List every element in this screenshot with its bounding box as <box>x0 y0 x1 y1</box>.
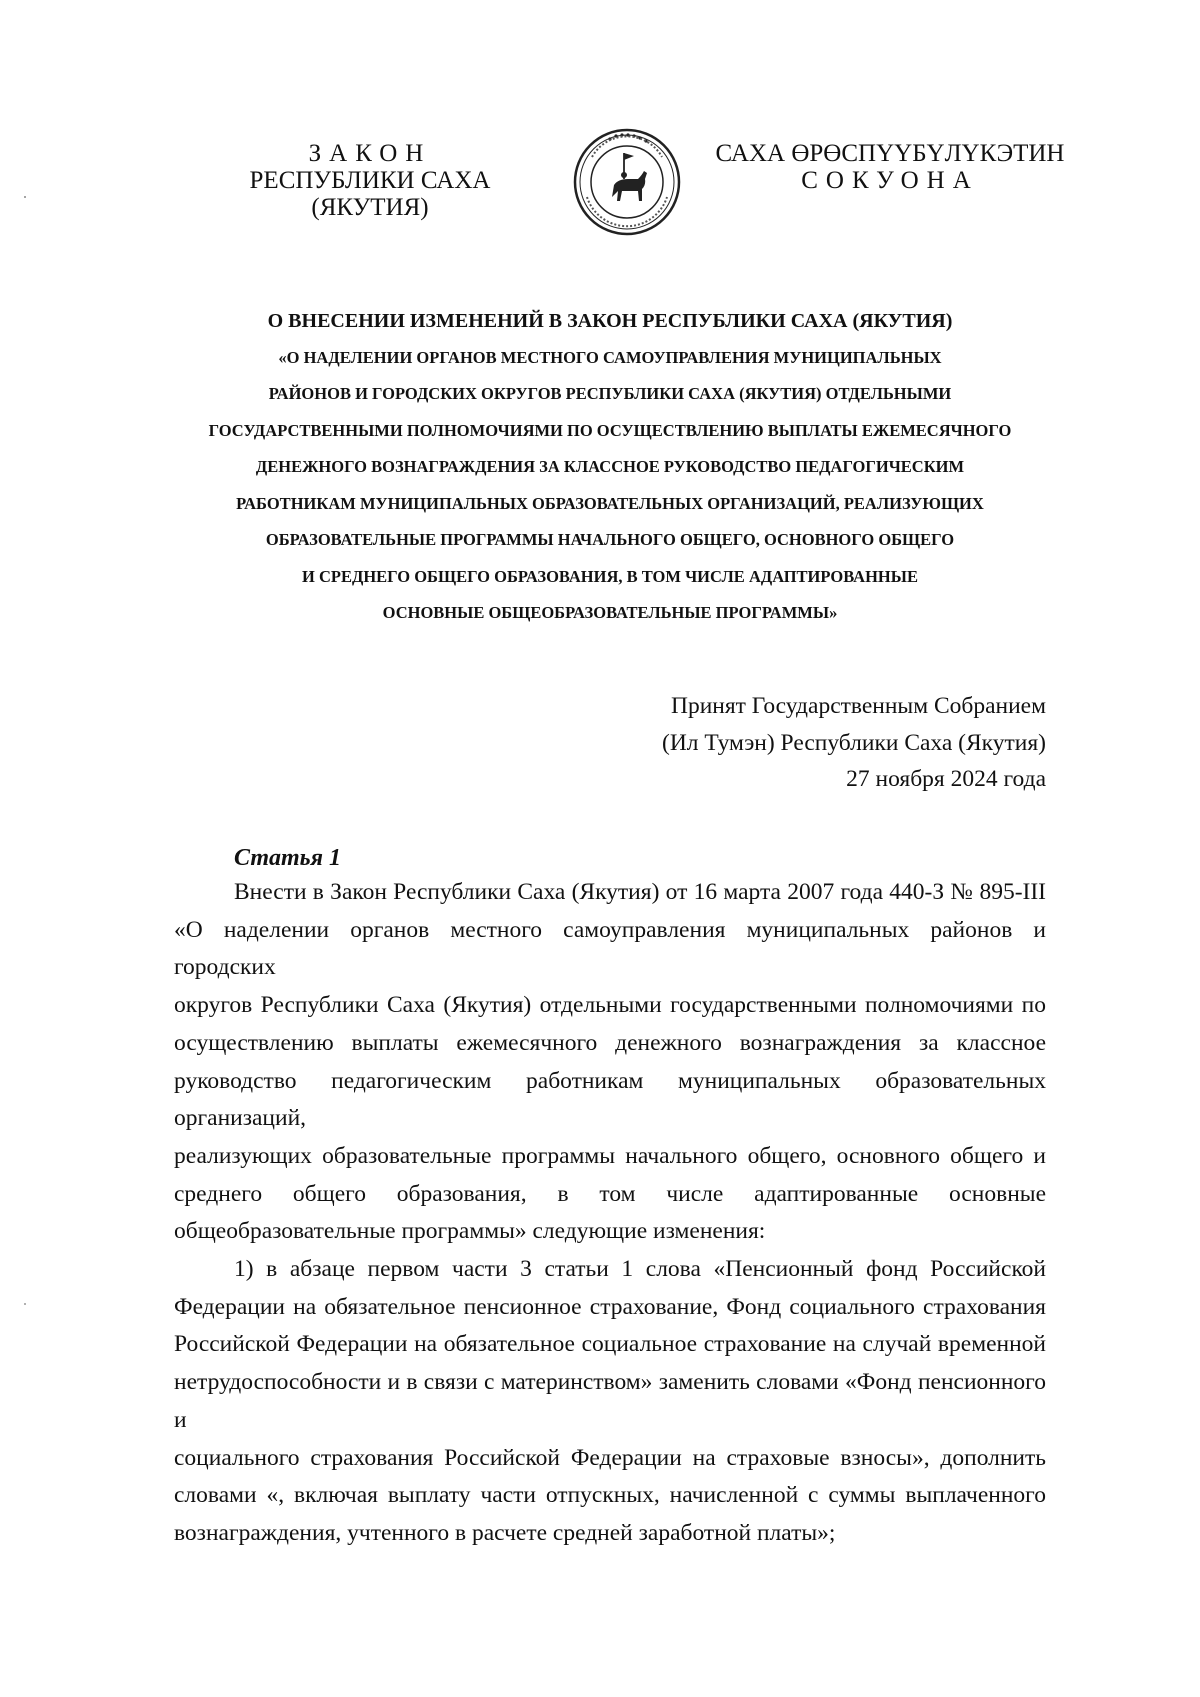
title-line: И СРЕДНЕГО ОБЩЕГО ОБРАЗОВАНИЯ, В ТОМ ЧИСЛЕ АДАПТИРОВАННЫЕ <box>302 566 918 586</box>
title-line: О ВНЕСЕНИИ ИЗМЕНЕНИЙ В ЗАКОН РЕСПУБЛИКИ САХА (ЯКУТИЯ) <box>267 310 953 332</box>
title-line: «О НАДЕЛЕНИИ ОРГАНОВ МЕСТНОГО САМОУПРАВЛЕНИЯ МУНИЦИПАЛЬНЫХ <box>278 347 942 367</box>
article-heading: Статья 1 <box>234 845 342 871</box>
paragraph-line: руководство педагогическим работникам муниципальных образовательных организаций, <box>174 1067 1046 1132</box>
paragraph-line: реализующих образовательные программы начального общего, основного общего и <box>174 1142 1046 1169</box>
adopted-body: (Ил Тумэн) Республики Саха (Якутия) <box>662 729 1046 756</box>
article-body <box>174 874 1046 1553</box>
title-line: РАЙОНОВ И ГОРОДСКИХ ОКРУГОВ РЕСПУБЛИКИ САХА (ЯКУТИЯ) ОТДЕЛЬНЫМИ <box>268 384 952 403</box>
paragraph-line: Внести в Закон Республики Саха (Якутия) от 16 марта 2007 года 440-З № 895-III <box>234 879 1046 905</box>
paragraph-line: «О наделении органов местного самоуправления муниципальных районов и городских <box>174 916 1046 981</box>
paragraph-line: Российской Федерации на обязательное социальное страхование на случай временной <box>174 1331 1046 1358</box>
sakha-coat-of-arms-emblem-icon <box>572 127 682 237</box>
law-title <box>150 303 1070 632</box>
republic-name-ru: РЕСПУБЛИКИ САХА (ЯКУТИЯ) <box>249 167 491 221</box>
scan-speck <box>24 196 26 198</box>
paragraph-line: округов Республики Саха (Якутия) отдельными государственными полномочиями по <box>174 992 1046 1019</box>
scan-speck <box>24 1303 26 1305</box>
adopted-by: Принят Государственным Собранием <box>670 693 1046 719</box>
law-label-ru: ЗАКОН <box>308 140 432 167</box>
adoption-info <box>560 688 1046 798</box>
paragraph-line: социального страхования Российской Федерации на страховые взносы», дополнить <box>174 1444 1046 1471</box>
law-label-sah: СОКУОНА <box>801 167 979 194</box>
paragraph-line: Федерации на обязательное пенсионное страхование, Фонд социального страхования <box>174 1293 1046 1320</box>
title-line: ОБРАЗОВАТЕЛЬНЫЕ ПРОГРАММЫ НАЧАЛЬНОГО ОБЩЕГО, ОСНОВНОГО ОБЩЕГО <box>265 530 955 549</box>
title-line: РАБОТНИКАМ МУНИЦИПАЛЬНЫХ ОБРАЗОВАТЕЛЬНЫХ ОРГАНИЗАЦИЙ, РЕАЛИЗУЮЩИХ <box>236 493 984 513</box>
adoption-date: 27 ноября 2024 года <box>846 766 1046 792</box>
paragraph-line: осуществлению выплаты ежемесячного денежного вознаграждения за классное <box>174 1029 1046 1056</box>
republic-name-sah: САХА ӨРӨСПҮҮБҮЛҮКЭТИН <box>715 140 1065 167</box>
paragraph-line: вознаграждения, учтенного в расчете средней заработной платы»; <box>174 1519 836 1546</box>
paragraph-line: общеобразовательные программы» следующие изменения: <box>174 1218 766 1245</box>
header-left <box>200 140 540 221</box>
paragraph-line: среднего общего образования, в том числе адаптированные основные <box>174 1180 1046 1207</box>
paragraph-line: словами «, включая выплату части отпускных, начисленной с суммы выплаченного <box>174 1482 1046 1509</box>
header-right <box>700 140 1080 194</box>
title-line: ОСНОВНЫЕ ОБЩЕОБРАЗОВАТЕЛЬНЫЕ ПРОГРАММЫ» <box>382 603 838 622</box>
title-line: ДЕНЕЖНОГО ВОЗНАГРАЖДЕНИЯ ЗА КЛАССНОЕ РУКОВОДСТВО ПЕДАГОГИЧЕСКИМ <box>255 457 965 476</box>
paragraph-line: 1) в абзаце первом части 3 статьи 1 слова «Пенсионный фонд Российской <box>234 1256 1046 1283</box>
paragraph-line: нетрудоспособности и в связи с материнством» заменить словами «Фонд пенсионного и <box>174 1369 1046 1433</box>
title-line: ГОСУДАРСТВЕННЫМИ ПОЛНОМОЧИЯМИ ПО ОСУЩЕСТВЛЕНИЮ ВЫПЛАТЫ ЕЖЕМЕСЯЧНОГО <box>208 420 1012 440</box>
